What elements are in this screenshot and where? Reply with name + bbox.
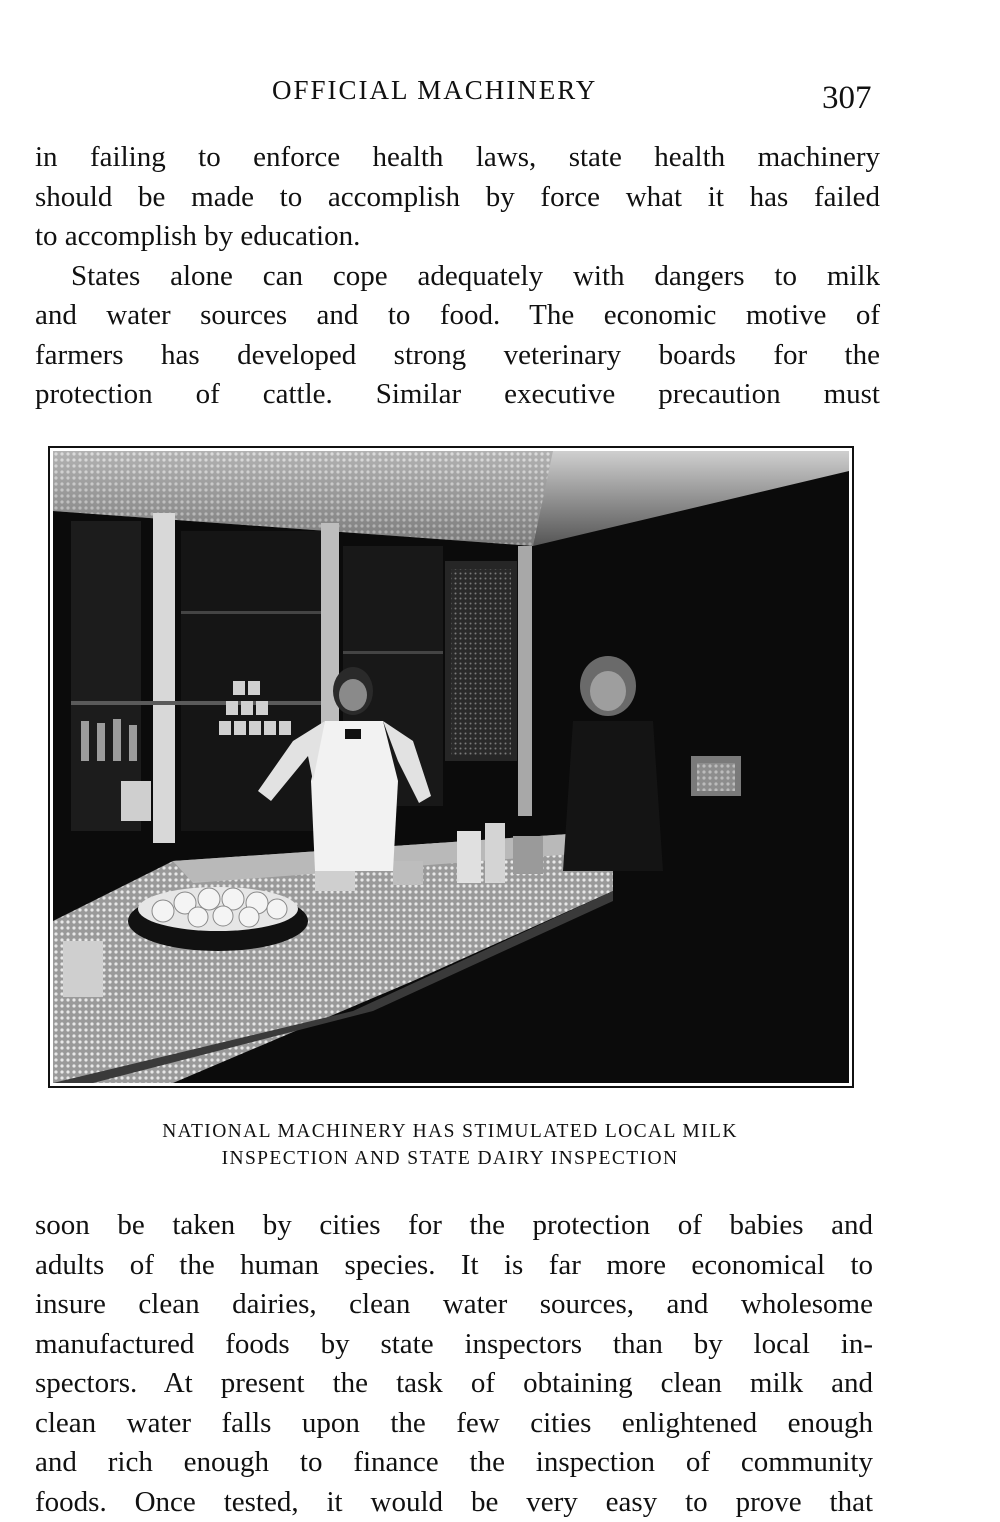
text-line: protection of cattle. Similar executive precaution must	[35, 375, 880, 415]
text-line: spectors. At present the task of obtaining clean milk and	[35, 1364, 873, 1404]
text-line: should be made to accomplish by force what it has failed	[35, 178, 880, 218]
text-line: States alone can cope adequately with dangers to milk	[35, 257, 880, 297]
text-line: to accomplish by education.	[35, 217, 880, 257]
text-line: farmers has developed strong veterinary boards for the	[35, 336, 880, 376]
figure-caption	[0, 1118, 900, 1172]
running-head	[0, 72, 1000, 112]
text-line: soon be taken by cities for the protection of babies and	[35, 1206, 873, 1246]
body-paragraphs-top	[35, 138, 880, 415]
dairy-shop-photo	[53, 451, 849, 1083]
text-line: and water sources and to food. The economic motive of	[35, 296, 880, 336]
running-title: OFFICIAL MACHINERY	[272, 72, 597, 108]
text-line: foods. Once tested, it would be very easy to prove that	[35, 1483, 873, 1522]
caption-line: INSPECTION AND STATE DAIRY INSPECTION	[0, 1145, 900, 1172]
caption-line: NATIONAL MACHINERY HAS STIMULATED LOCAL MILK	[0, 1118, 900, 1145]
text-line: insure clean dairies, clean water sources, and wholesome	[35, 1285, 873, 1325]
text-line: in failing to enforce health laws, state health machinery	[35, 138, 880, 178]
body-paragraphs-bottom	[35, 1206, 873, 1522]
text-line: and rich enough to finance the inspection of community	[35, 1443, 873, 1483]
page-number: 307	[822, 80, 872, 116]
figure-photograph	[48, 446, 854, 1088]
text-line: clean water falls upon the few cities enlightened enough	[35, 1404, 873, 1444]
text-line: adults of the human species. It is far more economical to	[35, 1246, 873, 1286]
text-line: manufactured foods by state inspectors than by local in-	[35, 1325, 873, 1365]
